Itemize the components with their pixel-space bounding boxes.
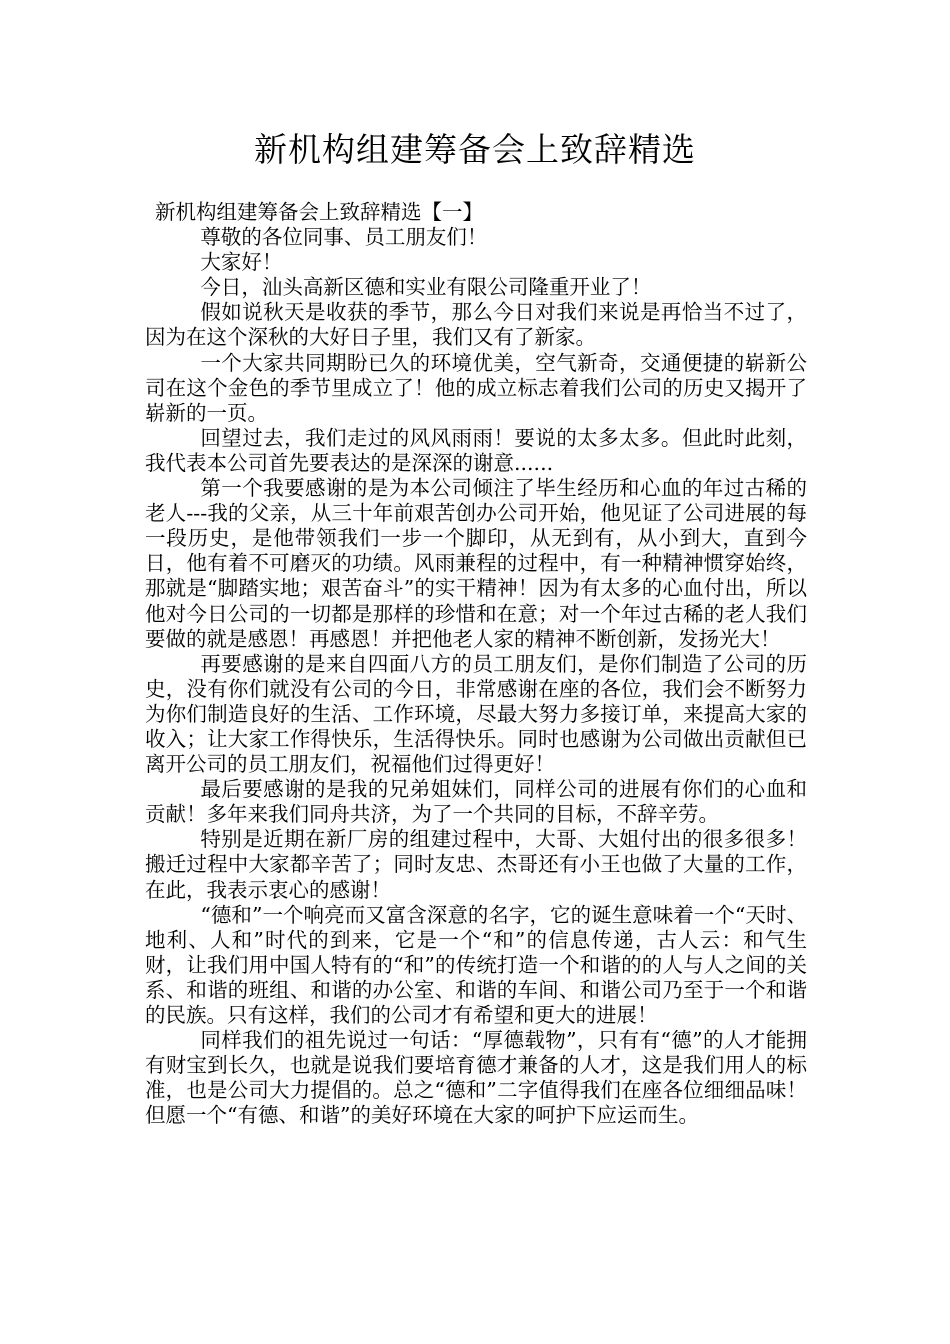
paragraph-autumn: 假如说秋天是收获的季节，那么今日对我们来说是再恰当不过了，因为在这个深秋的大好日子里，我们又有了新家。	[145, 300, 807, 350]
paragraph-opening: 今日，汕头高新区德和实业有限公司隆重开业了！	[200, 275, 652, 300]
section-heading: 新机构组建筹备会上致辞精选【一】	[155, 200, 483, 224]
paragraph-dehe-name: “德和”一个响亮而又富含深意的名字，它的诞生意味着一个“天时、地利、人和”时代的到来，它是一个“和”的信息传递，古人云：和气生财，让我们用中国人特有的“和”的传统打造一个和谐的的人与人之间的关系、和谐的班组、和谐的办公室、和谐的车间、和谐公司乃至于一个和谐的民族。只有这样，我们的公司才有希望和更大的进展！	[145, 902, 807, 1027]
paragraph-thanks-father: 第一个我要感谢的是为本公司倾注了毕生经历和心血的年过古稀的老人---我的父亲，从三十年前艰苦创办公司开始，他见证了公司进展的每一段历史，是他带领我们一步一个脚印，从无到有，从小到大，直到今日，他有着不可磨灭的功绩。风雨兼程的过程中，有一种精神惯穿始终，那就是“脚踏实地；艰苦奋斗”的实干精神！因为有太多的心血付出，所以他对今日公司的一切都是那样的珍惜和在意；对一个年过古稀的老人我们要做的就是感恩！再感恩！并把他老人家的精神不断创新，发扬光大！	[145, 476, 807, 651]
paragraph-new-company: 一个大家共同期盼已久的环境优美，空气新奇，交通便捷的崭新公司在这个金色的季节里成立了！他的成立标志着我们公司的历史又揭开了崭新的一页。	[145, 350, 807, 425]
paragraph-look-back: 回望过去，我们走过的风风雨雨！要说的太多太多。但此时此刻，我代表本公司首先要表达的是深深的谢意......	[145, 425, 807, 475]
paragraph-greeting: 尊敬的各位同事、员工朋友们！	[200, 225, 488, 250]
document-body	[145, 200, 807, 1128]
document-title: 新机构组建筹备会上致辞精选	[254, 130, 696, 169]
paragraph-hello: 大家好！	[200, 250, 283, 275]
paragraph-new-factory: 特别是近期在新厂房的组建过程中，大哥、大姐付出的很多很多！搬迁过程中大家都辛苦了；同时友忠、杰哥还有小王也做了大量的工作，在此，我表示衷心的感谢！	[145, 827, 807, 902]
paragraph-thanks-siblings: 最后要感谢的是我的兄弟姐妹们，同样公司的进展有你们的心血和贡献！多年来我们同舟共济，为了一个共同的目标，不辞辛劳。	[145, 777, 807, 827]
paragraph-virtue: 同样我们的祖先说过一句话：“厚德载物”，只有有“德”的人才能拥有财宝到长久，也就是说我们要培育德才兼备的人才，这是我们用人的标准，也是公司大力提倡的。总之“德和”二字值得我们在座各位细细品味！但愿一个“有德、和谐”的美好环境在大家的呵护下应运而生。	[145, 1028, 807, 1128]
paragraph-thanks-staff: 再要感谢的是来自四面八方的员工朋友们，是你们制造了公司的历史，没有你们就没有公司的今日，非常感谢在座的各位，我们会不断努力为你们制造良好的生活、工作环境，尽最大努力多接订单，来提高大家的收入；让大家工作得快乐，生活得快乐。同时也感谢为公司做出贡献但已离开公司的员工朋友们，祝福他们过得更好！	[145, 651, 807, 777]
